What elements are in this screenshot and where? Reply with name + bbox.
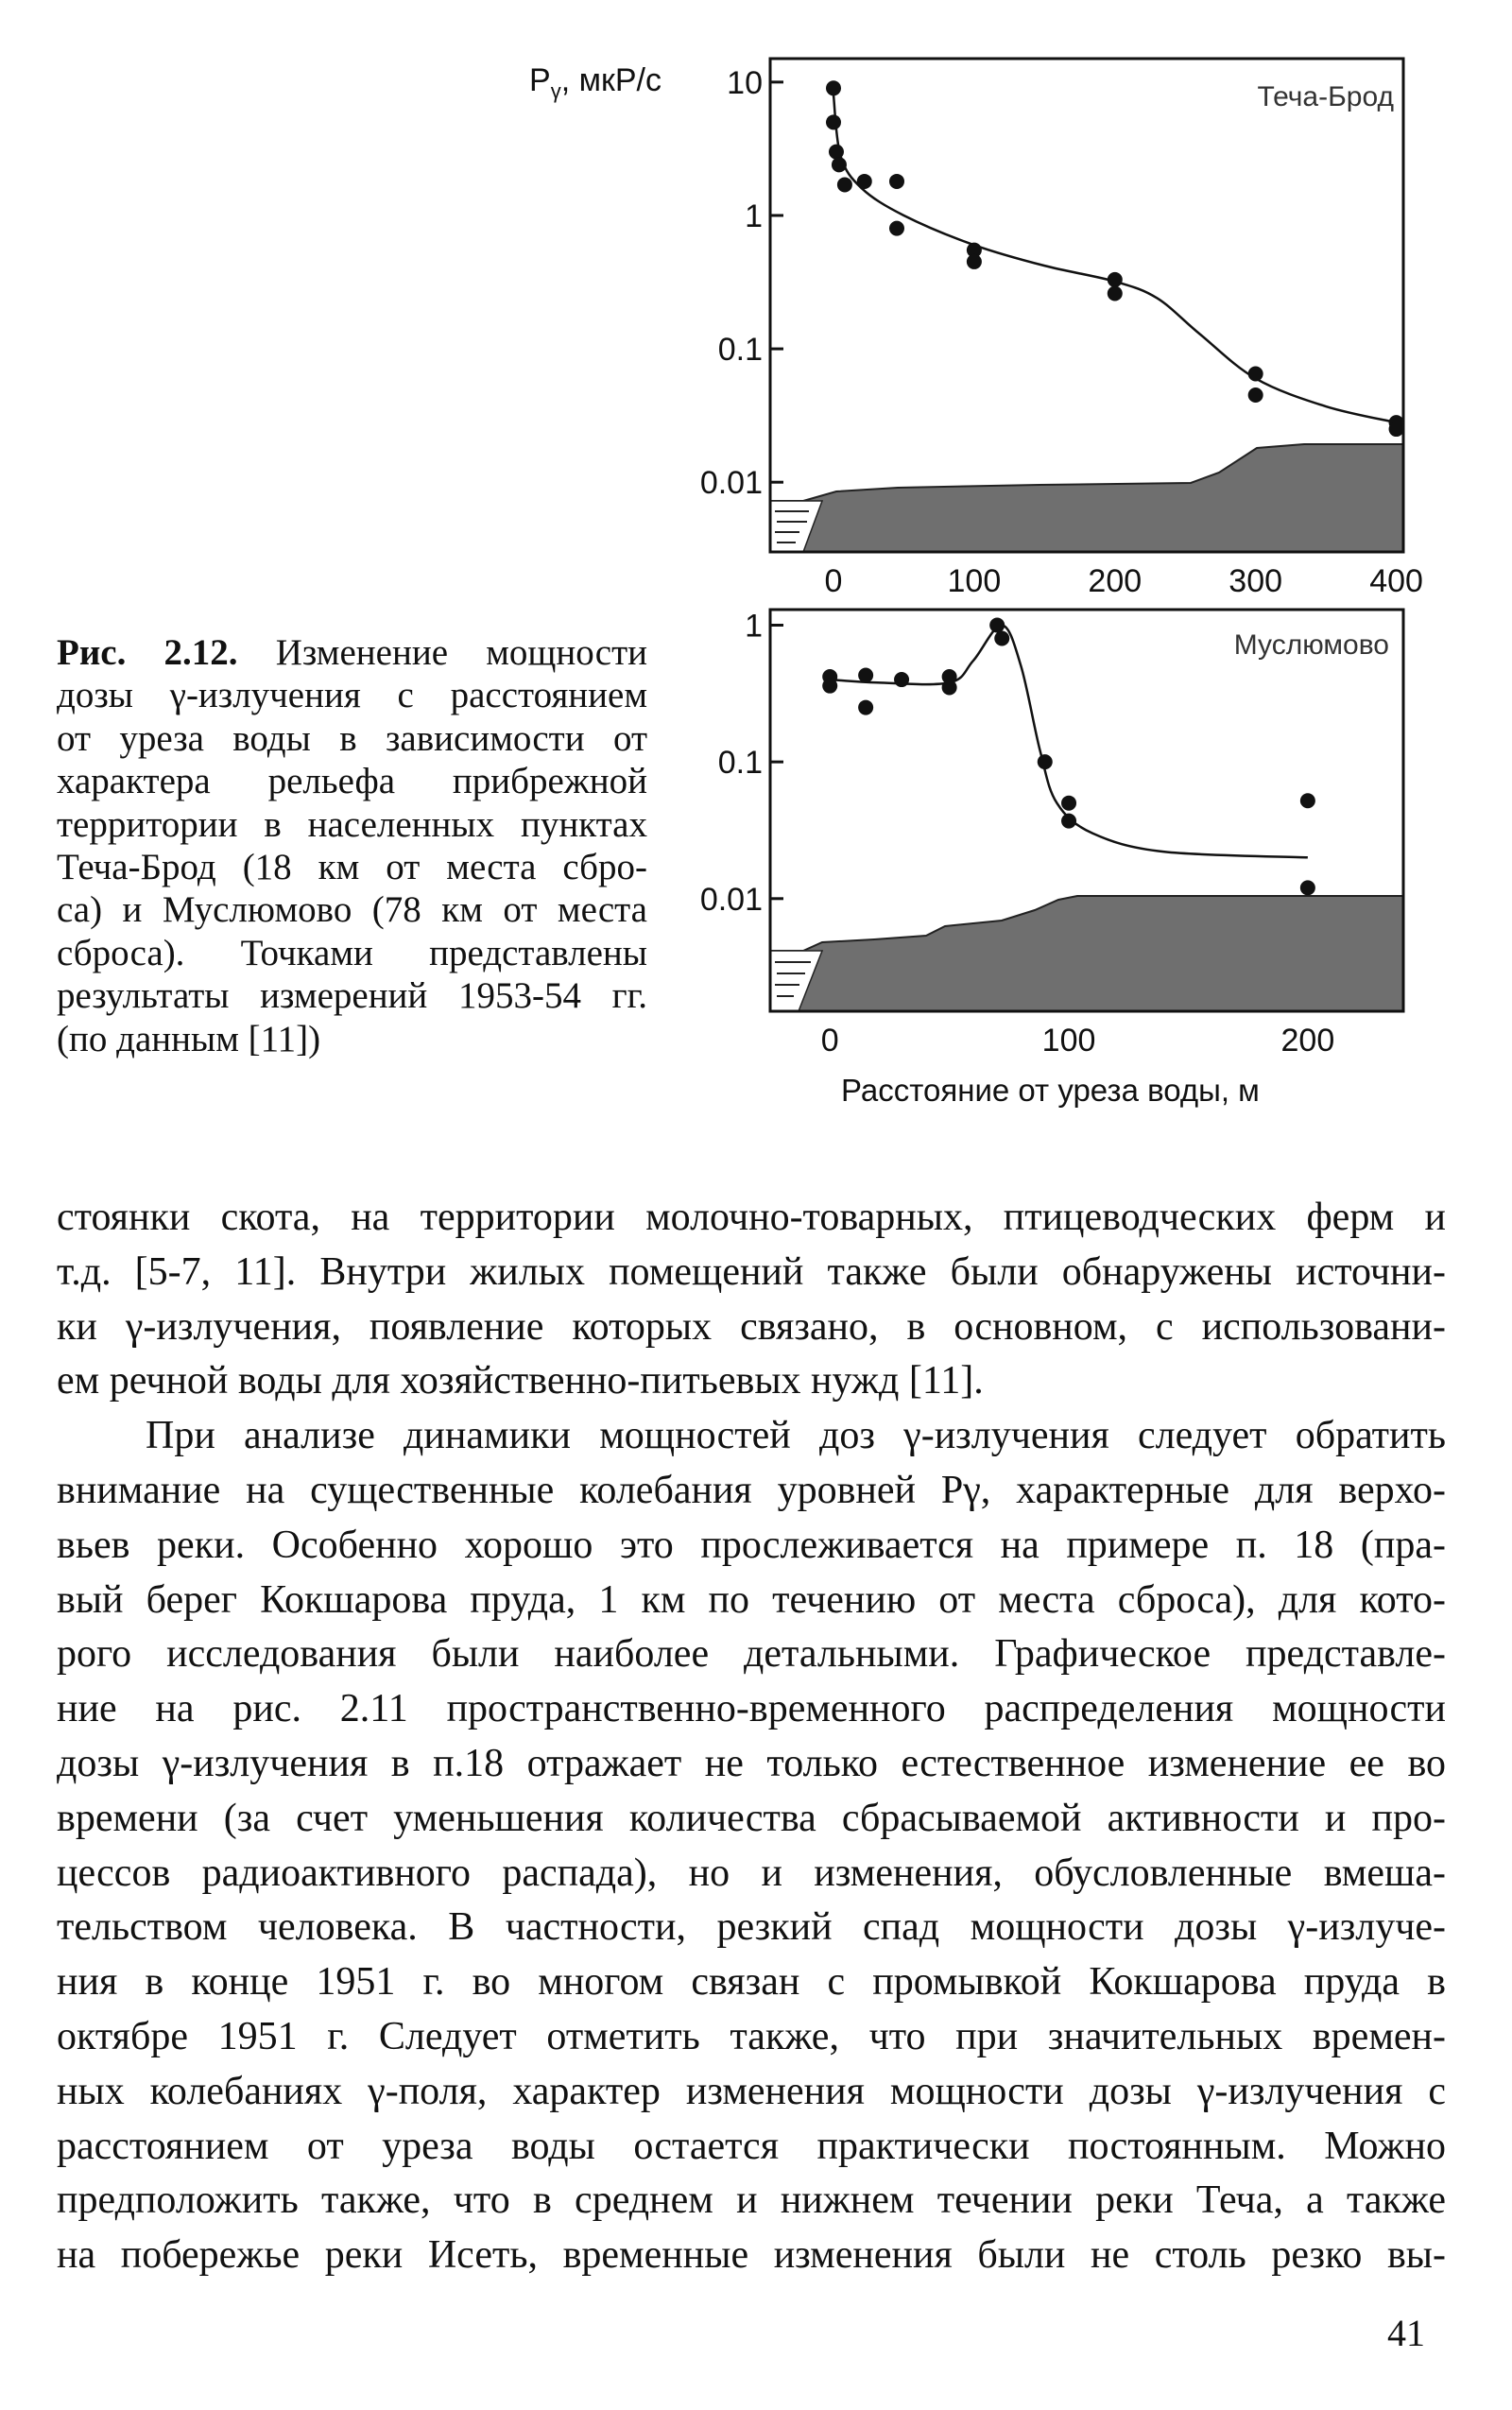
caption-label: Рис. 2.12. — [57, 632, 238, 673]
caption-line: сброса). Точками представлены — [57, 932, 647, 973]
data-point — [1389, 422, 1404, 437]
body-line: ние на рис. 2.11 пространственно-временного распределения мощности — [57, 1687, 1446, 1731]
y-tick-label: 0.01 — [699, 881, 763, 918]
body-line: предположить также, что в среднем и нижнем течении реки Теча, а также — [57, 2178, 1446, 2223]
body-line: рого исследования были наиболее детальными. Графическое представле- — [57, 1632, 1446, 1677]
x-tick-label: 200 — [1088, 563, 1143, 599]
body-line: на побережье реки Исеть, временные изменения были не столь резко вы- — [57, 2233, 1446, 2278]
data-point — [1300, 880, 1315, 895]
data-point — [1248, 387, 1263, 403]
data-point — [989, 617, 1005, 632]
body-line: внимание на существенные колебания уровней Pγ, характерные для верхо- — [57, 1468, 1446, 1512]
body-line: ных колебаниях γ-поля, характер изменения мощности дозы γ-излучения с — [57, 2069, 1446, 2113]
caption-line: дозы γ-излучения с расстоянием — [57, 675, 647, 716]
body-line: При анализе динамики мощностей доз γ-излучения следует обратить — [146, 1414, 1446, 1458]
body-text — [57, 1191, 1446, 2283]
x-tick-label: 300 — [1228, 563, 1283, 599]
data-point — [826, 114, 841, 129]
body-line: т.д. [5-7, 11]. Внутри жилых помещений также были обнаружены источни- — [57, 1249, 1446, 1294]
caption-line: Рис. 2.12. Изменение мощности — [57, 632, 647, 673]
data-point — [837, 177, 852, 192]
body-line: расстоянием от уреза воды остается практически постоянным. Можно — [57, 2124, 1446, 2168]
y-axis-label: $P_\gamma$, мкР/с — [529, 62, 662, 103]
data-point — [894, 672, 909, 687]
caption-line: (по данным [11]) — [57, 1018, 321, 1059]
page-number: 41 — [1387, 2312, 1425, 2354]
data-point — [829, 145, 844, 160]
caption-line: Теча-Брод (18 км от места сбро- — [57, 847, 647, 888]
body-line: октябре 1951 г. Следует отметить также, что при значительных времен- — [57, 2014, 1446, 2058]
x-tick-label: 400 — [1369, 563, 1423, 599]
data-point — [857, 174, 872, 189]
x-axis-label: Расстояние от уреза воды, м — [841, 1073, 1260, 1108]
data-point — [1300, 793, 1315, 808]
data-point — [994, 631, 1009, 646]
x-tick-label: 100 — [947, 563, 1002, 599]
data-point — [889, 174, 904, 189]
data-point — [1061, 814, 1076, 829]
data-point — [822, 679, 837, 694]
x-tick-label: 100 — [1041, 1023, 1096, 1059]
data-point — [967, 254, 982, 269]
caption-line: результаты измерений 1953-54 гг. — [57, 975, 647, 1017]
caption-line: характера рельефа прибрежной — [57, 761, 647, 802]
body-line: ем речной воды для хозяйственно-питьевых нужд [11]. — [57, 1359, 984, 1403]
body-line: времени (за счет уменьшения количества сбрасываемой активности и про- — [57, 1796, 1446, 1840]
y-tick-label: 10 — [727, 64, 763, 101]
caption-line: от уреза воды в зависимости от — [57, 717, 647, 759]
terrain-area — [770, 896, 1403, 1011]
chart-muslyumovo — [643, 595, 1418, 1059]
body-line: цессов радиоактивного распада), но и изменения, обусловленные вмеша- — [57, 1851, 1446, 1895]
data-point — [942, 680, 957, 695]
data-point — [1061, 796, 1076, 811]
data-point — [1038, 754, 1053, 769]
data-point — [889, 221, 904, 236]
body-line: тельством человека. В частности, резкий спад мощности дозы γ-излуче- — [57, 1905, 1446, 1950]
y-tick-label: 0.1 — [717, 745, 763, 782]
body-line: ния в конце 1951 г. во многом связан с промывкой Кокшарова пруда в — [57, 1960, 1446, 2005]
body-line: стоянки скота, на территории молочно-товарных, птицеводческих ферм и — [57, 1196, 1446, 1239]
data-point — [1108, 286, 1123, 301]
y-tick-label: 0.01 — [699, 465, 763, 502]
y-tick-label: 1 — [745, 198, 763, 234]
body-line: вьев реки. Особенно хорошо это прослеживается на примере п. 18 (пра- — [57, 1523, 1446, 1567]
body-line: вый берег Кокшарова пруда, 1 км по течению от места сброса), для кото- — [57, 1577, 1446, 1622]
figure-caption — [57, 631, 647, 1060]
chart-techa-brod — [643, 38, 1423, 605]
data-point — [858, 700, 873, 715]
data-point — [826, 80, 841, 95]
terrain-area — [770, 444, 1403, 552]
data-points — [826, 80, 1404, 437]
chart-title: Муслюмово — [1233, 629, 1389, 661]
body-line: дозы γ-излучения в п.18 отражает не только естественное изменение ее во — [57, 1741, 1446, 1785]
x-tick-label: 0 — [824, 563, 843, 599]
data-point — [1248, 366, 1263, 381]
y-tick-label: 1 — [745, 608, 763, 645]
fit-curve — [833, 95, 1397, 423]
body-line: ки γ-излучения, появление которых связано, в основном, с использовани- — [57, 1304, 1446, 1349]
data-point — [832, 157, 847, 172]
caption-line: са) и Муслюмово (78 км от места — [57, 889, 647, 931]
data-point — [1108, 272, 1123, 287]
x-tick-label: 200 — [1280, 1023, 1335, 1059]
x-tick-label: 0 — [820, 1023, 839, 1059]
data-point — [858, 668, 873, 683]
y-tick-label: 0.1 — [717, 332, 763, 369]
caption-line: территории в населенных пунктах — [57, 803, 647, 845]
chart-title: Теча-Брод — [1257, 81, 1394, 112]
